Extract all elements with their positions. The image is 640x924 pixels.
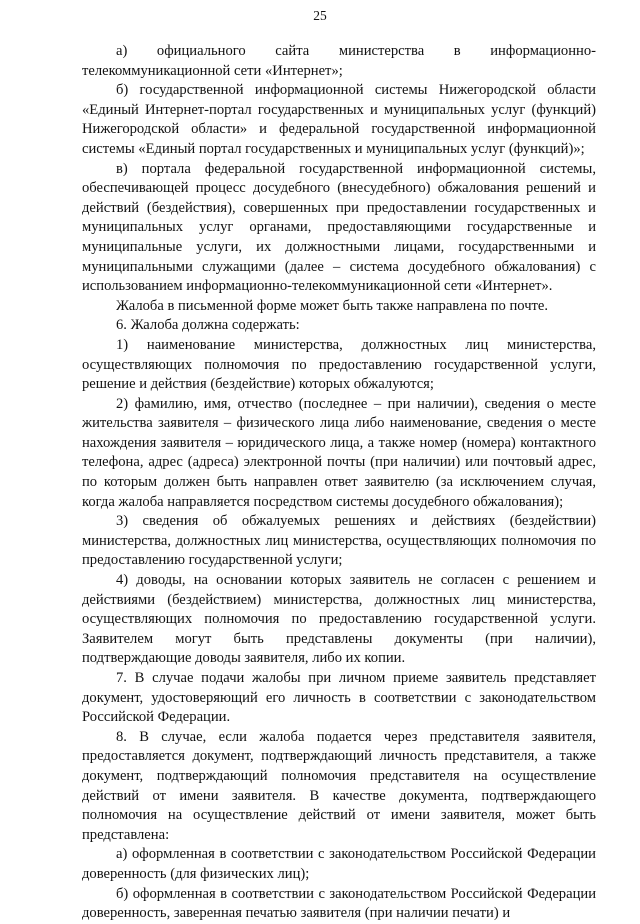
paragraph-clause-8: 8. В случае, если жалоба подается через представителя заявителя, предоставляется документ, подтверждающий личность представителя, а также документ, подтверждающий полномочия представителя на осуществление действий от имени заявителя. В качестве документа, подтверждающего полномочия на осуществление действий от имени заявителя, может быть представлена: [82,728,596,843]
paragraph-clause-6-item-1: 1) наименование министерства, должностных лиц министерства, осуществляющих полномочия по предоставлению государственной услуги, решение и действия (бездействие) которых обжалуются; [82,336,596,393]
paragraph-clause-6-item-4: 4) доводы, на основании которых заявитель не согласен с решением и действиями (бездействием) министерства, должностных лиц министерства, осуществляющих полномочия по предоставлению государственной услуги. Заявителем могут быть представлены документы (при наличии), подтверждающие доводы заявителя, либо их копии. [82,572,596,667]
page-number: 25 [313,8,327,23]
paragraph-item-a-website: а) официального сайта министерства в информационно-телекоммуникационной сети «Интернет»; [82,43,596,79]
paragraph-mail-submission: Жалоба в письменной форме может быть также направлена по почте. [116,297,549,314]
paragraph-clause-6-item-2: 2) фамилию, имя, отчество (последнее – при наличии), сведения о месте жительства заявителя – физического лица либо наименование, сведения о месте нахождения заявителя – юридического лица, а также номер (номера) контактного телефона, адрес (адреса) электронной почты (при наличии) или почтовый адрес, по которым должен быть направлен ответ заявителю (за исключением случая, когда жалоба направляется посредством системы досудебного обжалования); [82,395,596,510]
paragraph-clause-7: 7. В случае подачи жалобы при личном приеме заявитель представляет документ, удостоверяющий его личность в соответствии с законодательством Российской Федерации. [82,670,596,726]
paragraph-item-v-appeal-system: в) портала федеральной государственной информационной системы, обеспечивающей процесс досудебного (внесудебного) обжалования решений и действий (бездействия), совершенных при предоставлении государственных и муниципальных услуг органами, предоставляющими государственные и муниципальные услуги, их должностными лицами, государственными и муниципальными служащими (далее – система досудебного обжалования) с использованием информационно-телекоммуникационной сети «Интернет». [82,160,596,295]
paragraph-item-b-portal: б) государственной информационной системы Нижегородской области «Единый Интернет-портал государственных и муниципальных услуг (функций) Нижегородской области» и федеральной государственной информационной системы «Единый портал государственных и муниципальных услуг (функций)»; [82,82,596,157]
paragraph-clause-8-item-b: б) оформленная в соответствии с законодательством Российской Федерации доверенность, заверенная печатью заявителя (при наличии печати) и [82,885,596,922]
paragraph-clause-6: 6. Жалоба должна содержать: [116,317,300,334]
paragraph-clause-8-item-a: а) оформленная в соответствии с законодательством Российской Федерации доверенность (для физических лиц); [82,846,596,882]
document-body [82,42,596,924]
paragraph-clause-6-item-3: 3) сведения об обжалуемых решениях и действиях (бездействии) министерства, должностных лиц министерства, осуществляющих полномочия по предоставлению государственной услуги; [82,513,596,569]
